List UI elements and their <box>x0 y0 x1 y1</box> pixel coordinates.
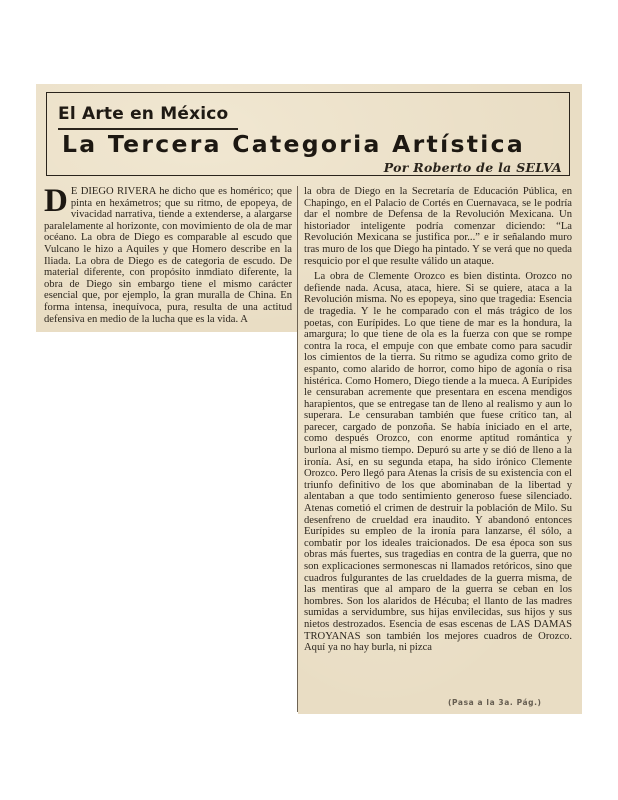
article-byline: Por Roberto de la SELVA <box>383 160 562 175</box>
drop-cap: D <box>44 183 68 219</box>
left-column-text: E DIEGO RIVERA he dicho que es homérico; que pinta en hexámetros; que su ritmo, de epopeya, de vivacidad narrativa, tiende a extenderse, a alargarse paralelamente al horizonte, con movimiento de ola de mar océano. La obra de Diego es comparable al escudo que Vulcano le hizo a Aquiles y que Homero describe en la Iliada. La obra de Diego es de categoria de escudo. De material diferente, con propósito inmdiato diferente, la obra de Diego sin embargo tiene el mismo carácter esencial que, por ejemplo, la gran muralla de China. En forma intensa, inequívoca, pura, resulta de una actitud defensiva en medio de la lucha que es la vida. A <box>44 186 292 325</box>
continued-note: (Pasa a la 3a. Pág.) <box>448 698 542 707</box>
left-column-paragraph <box>44 183 292 325</box>
right-column-paragraph-1: la obra de Diego en la Secretaría de Educación Pública, en Chapingo, en el Palacio de Cortés en Cuernavaca, se le podría dar el nombre de Defensa de la Revolución Mexicana. Un historiador inteligente podría comenzar diciendo: “La Revolución Mexicana se justifica por...” e ir señalando muro tras muro de los que Diego ha pintado. Y se verá que no queda resquicio por el que resulte válido un ataque. <box>304 186 572 267</box>
left-column <box>44 183 292 329</box>
article-headline: La Tercera Categoria Artística <box>62 130 526 158</box>
right-column <box>304 186 572 658</box>
right-column-paragraph-2: La obra de Clemente Orozco es bien distinta. Orozco no defiende nada. Acusa, ataca, hiere. Si se quiere, ataca a la Revolución misma. No es epopeya, sino que tragedia: Esencia de tragedia. Y le he comparado con el más trágico de los poetas, con Eurípides. Lo que tiene de mar es la hondura, la amargura; lo que tiene de ola es la fuerza con que se rompe contra la roca, el empuje con que embate como para sacudir los cimientos de la tierra. Su ritmo se agudiza como grito de espanto, como alarido de horror, como hipo de agonía o risa histérica. Como Homero, Diego tiende a la mueca. A Eurípides le censuraban acremente que presentara en escena mendigos harapientos, que se entregase tan de lleno al realismo y aun lo superara. Le censuraban también que fuese crítico tan, al parecer, cargado de ponzoña. Se había iniciado en el arte, como después Orozco, con enorme aptitud romántica y burlona al mismo tiempo. Depuró su arte y se dió de lleno a la ironía. Así, en su segunda etapa, ha sido irónico Clemente Orozco. Pero llegó para Atenas la crisis de su existencia con el triunfo definitivo de los que abominaban de la libertad y alentaban a que todo sentimiento generoso fuese silenciado. Atenas cometió el crimen de destruir la población de Milo. Su desenfreno de crueldad era inaudito. Y abandonó entonces Eurípides su empleo de la ironía para lanzarse, él sólo, a combatir por los ideales traicionados. De esa época son sus obras más fuertes, sus tragedias en contra de la guerra, que no son explicaciones sermonescas ni llamados retóricos, sino que cuadros fulgurantes de las crueldades de la guerra misma, de las mentiras que al amparo de la guerra se ceban en los hombres. Son los alaridos de Hécuba; el llanto de las madres sumidas a servidumbre, sus hijas envilecidas, sus hijos y sus nietos destrozados. Esencia de esas escenas de LAS DAMAS TROYANAS son también los mejores cuadros de Orozco. Aquí ya no hay burla, ni pizca <box>304 271 572 654</box>
section-kicker: El Arte en México <box>58 104 229 124</box>
column-divider <box>297 186 298 712</box>
